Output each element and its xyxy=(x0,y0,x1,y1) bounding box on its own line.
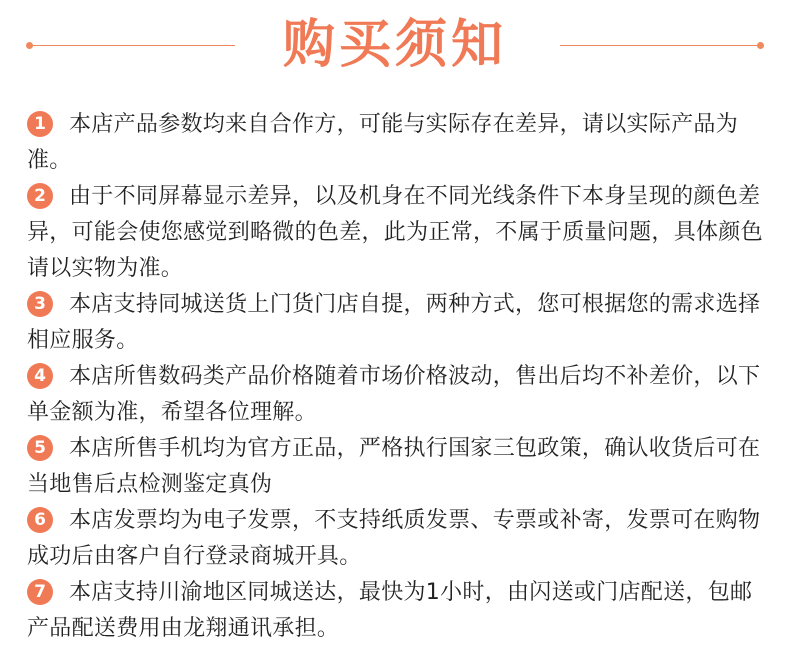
number-badge-icon: 5 xyxy=(27,435,53,461)
number-badge-icon: 1 xyxy=(27,111,53,137)
header xyxy=(0,0,790,95)
list-item xyxy=(27,575,767,647)
item-text: 本店发票均为电子发票，不支持纸质发票、专票或补寄，发票可在购物成功后由客户自行登录商城开具。 xyxy=(27,508,761,569)
item-text: 由于不同屏幕显示差异，以及机身在不同光线条件下本身呈现的颜色差异，可能会使您感觉到略微的色差，此为正常，不属于质量问题，具体颜色请以实物为准。 xyxy=(27,184,763,281)
list-item xyxy=(27,503,767,575)
number-badge-icon: 3 xyxy=(27,291,53,317)
item-text: 本店产品参数均来自合作方，可能与实际存在差异，请以实际产品为准。 xyxy=(27,112,739,173)
item-text: 本店支持川渝地区同城送达，最快为1小时，由闪送或门店配送，包邮产品配送费用由龙翔通讯承担。 xyxy=(27,580,753,641)
list-item xyxy=(27,359,767,431)
list-item xyxy=(27,287,767,359)
number-badge-icon: 4 xyxy=(27,363,53,389)
number-badge-icon: 2 xyxy=(27,183,53,209)
divider-dot-right xyxy=(757,42,764,49)
item-text: 本店支持同城送货上门货门店自提，两种方式，您可根据您的需求选择相应服务。 xyxy=(27,292,761,353)
page-title: 购买须知 xyxy=(282,15,507,75)
number-badge-icon: 6 xyxy=(27,507,53,533)
item-text: 本店所售数码类产品价格随着市场价格波动，售出后均不补差价，以下单金额为准，希望各位理解。 xyxy=(27,364,761,425)
divider-right xyxy=(560,45,760,46)
number-badge-icon: 7 xyxy=(27,579,53,605)
item-text: 本店所售手机均为官方正品，严格执行国家三包政策，确认收货后可在当地售后点检测鉴定真伪 xyxy=(27,436,761,497)
list-item xyxy=(27,107,767,179)
notice-list xyxy=(27,107,767,647)
list-item xyxy=(27,431,767,503)
list-item xyxy=(27,179,767,287)
